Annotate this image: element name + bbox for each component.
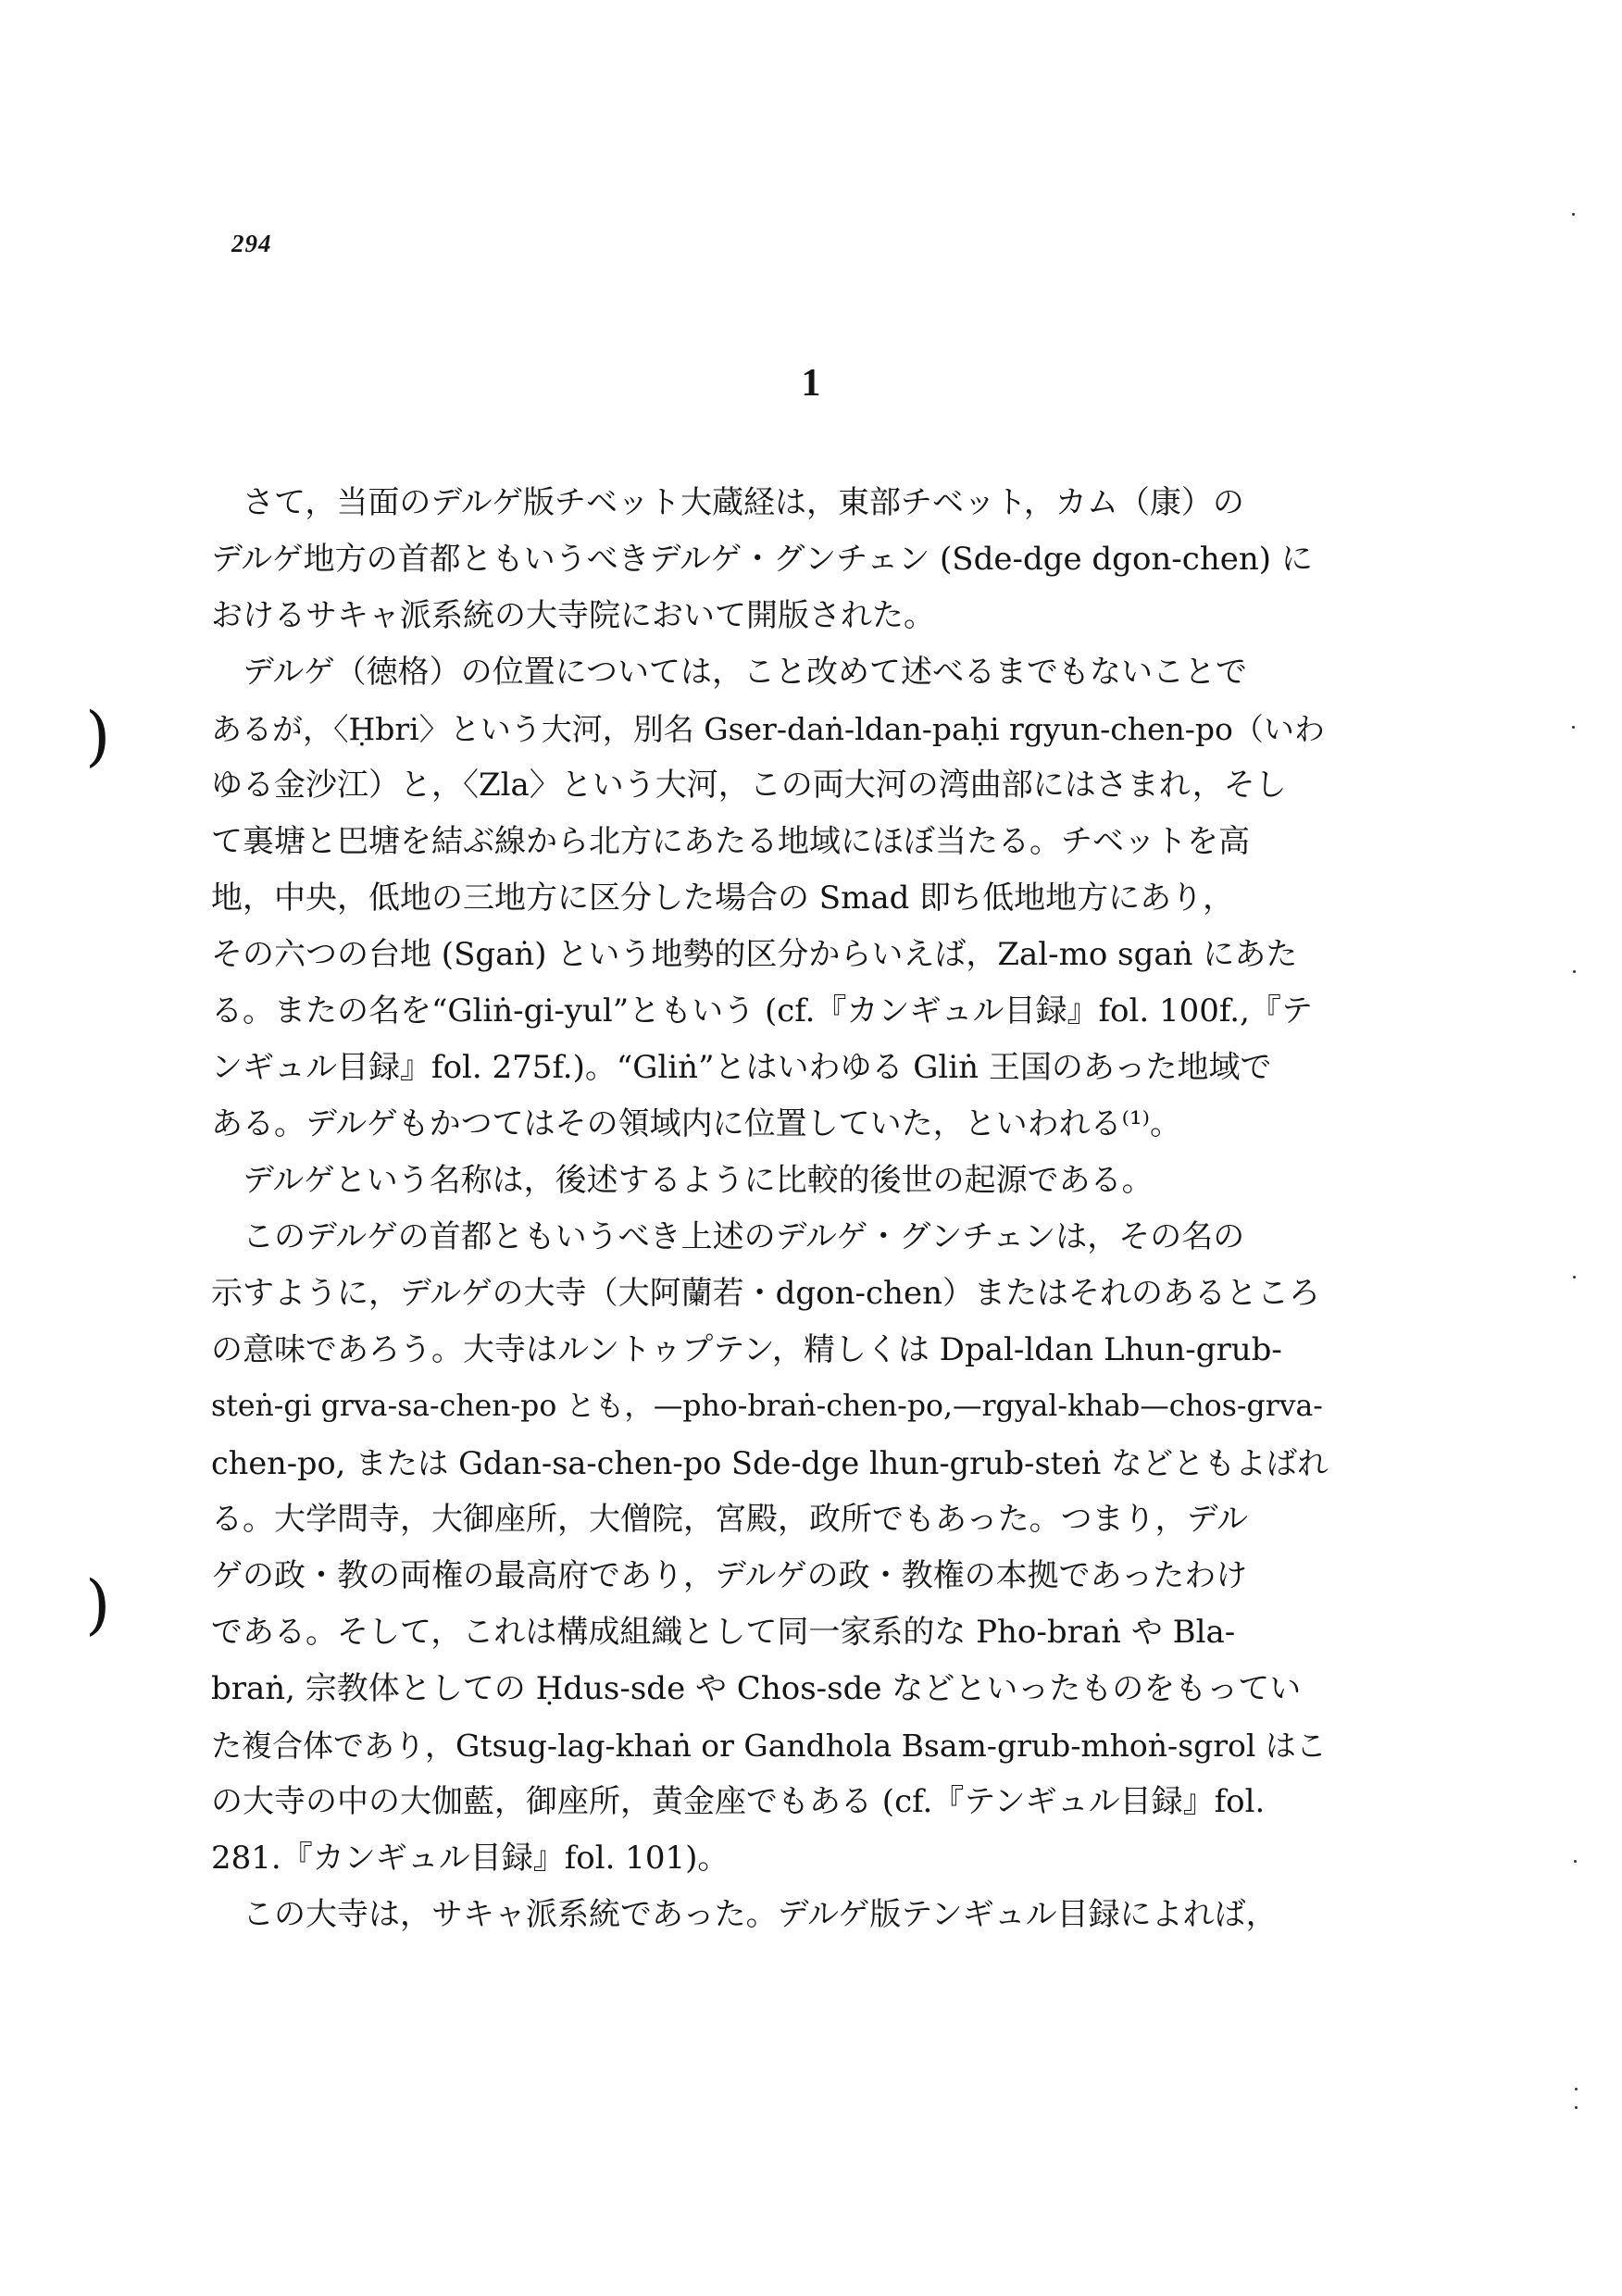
section-heading: 1: [801, 362, 821, 405]
text-line: 地，中央，低地の三地方に区分した場合の Smad 即ち低地地方にあり，: [211, 880, 1235, 917]
text-line: の大寺の中の大伽藍，御座所，黄金座でもある (cf.『テンギュル目録』fol.: [211, 1783, 1266, 1820]
body-text: [211, 475, 1339, 1943]
margin-dot: [1575, 2088, 1578, 2090]
text-line: steṅ-gi grva-sa-chen-po とも，—pho-braṅ-chen-po,—rgyal-khab—chos-grva-: [211, 1390, 1323, 1423]
text-line: る。またの名を“Gliṅ-gi-yul”ともいう (cf.『カンギュル目録』fol. 100f.,『テ: [211, 992, 1313, 1029]
page-number: 294: [231, 230, 272, 257]
margin-dot: [1573, 1276, 1576, 1279]
text-line: 示すように，デルゲの大寺（大阿蘭若・dgon-chen）またはそれのあるところ: [211, 1275, 1320, 1312]
margin-bracket-mark: (: [85, 1566, 111, 1642]
text-line: ンギュル目録』fol. 275f.)。“Gliṅ”とはいわゆる Gliṅ 王国のあった地域で: [211, 1049, 1272, 1086]
text-line: て裏塘と巴塘を結ぶ線から北方にあたる地域にほぼ当たる。チベットを高: [211, 823, 1250, 860]
text-line: ゲの政・教の両権の最高府であり，デルゲの政・教権の本拠であったわけ: [211, 1557, 1248, 1594]
text-line: ある。デルゲもかつてはその領域内に位置していた，といわれる⁽¹⁾。: [211, 1105, 1181, 1142]
text-line: 281.『カンギュル目録』fol. 101)。: [211, 1840, 730, 1877]
text-line: た複合体であり，Gtsug-lag-khaṅ or Gandhola Bsam-grub-mhoṅ-sgrol はこ: [211, 1728, 1327, 1764]
text-line: この大寺は，サキャ派系統であった。デルゲ版テンギュル目録によれば，: [243, 1896, 1278, 1933]
text-line: の意味であろう。大寺はルントゥプテン，精しくは Dpal-ldan Lhun-grub-: [211, 1331, 1282, 1368]
text-line: ゆる金沙江）と，〈Zla〉という大河，この両大河の湾曲部にはさまれ，そし: [211, 767, 1287, 804]
text-line: デルゲ（徳格）の位置については，こと改めて述べるまでもないことで: [243, 654, 1247, 691]
text-line: である。そして，これは構成組織として同一家系的な Pho-braṅ や Bla-: [211, 1614, 1236, 1651]
text-line: おけるサキャ派系統の大寺院において開版された。: [211, 597, 935, 634]
text-line: さて，当面のデルゲ版チベット大蔵経は，東部チベット，カム（康）の: [243, 484, 1244, 521]
text-line: chen-po, または Gdan-sa-chen-po Sde-dge lhun-grub-steṅ などともよばれ: [211, 1445, 1329, 1481]
text-line: あるが，〈Ḥbri〉という大河，別名 Gser-daṅ-ldan-paḥi rgyun-chen-po（いわ: [211, 711, 1325, 747]
text-line: デルゲ地方の首都ともいうべきデルゲ・グンチェン (Sde-dge dgon-chen) に: [211, 541, 1313, 578]
margin-bracket-mark: (: [85, 698, 111, 774]
margin-dot: [1573, 970, 1576, 973]
text-line: このデルゲの首都ともいうべき上述のデルゲ・グンチェンは，その名の: [243, 1218, 1245, 1255]
margin-dot: [1574, 1860, 1577, 1863]
text-line: その六つの台地 (Sgaṅ) という地勢的区分からいえば，Zal-mo sgaṅ にあた: [211, 936, 1298, 973]
margin-dot: [1575, 2106, 1578, 2109]
margin-dot: [1572, 726, 1575, 729]
text-line: デルゲという名称は，後述するように比較的後世の起源である。: [243, 1162, 1154, 1199]
text-line: braṅ, 宗教体としての Ḥdus-sde や Chos-sde などといったものをもってい: [211, 1670, 1302, 1707]
text-line: る。大学問寺，大御座所，大僧院，宮殿，政所でもあった。つまり，デル: [211, 1501, 1248, 1538]
margin-dot: [1572, 213, 1575, 216]
